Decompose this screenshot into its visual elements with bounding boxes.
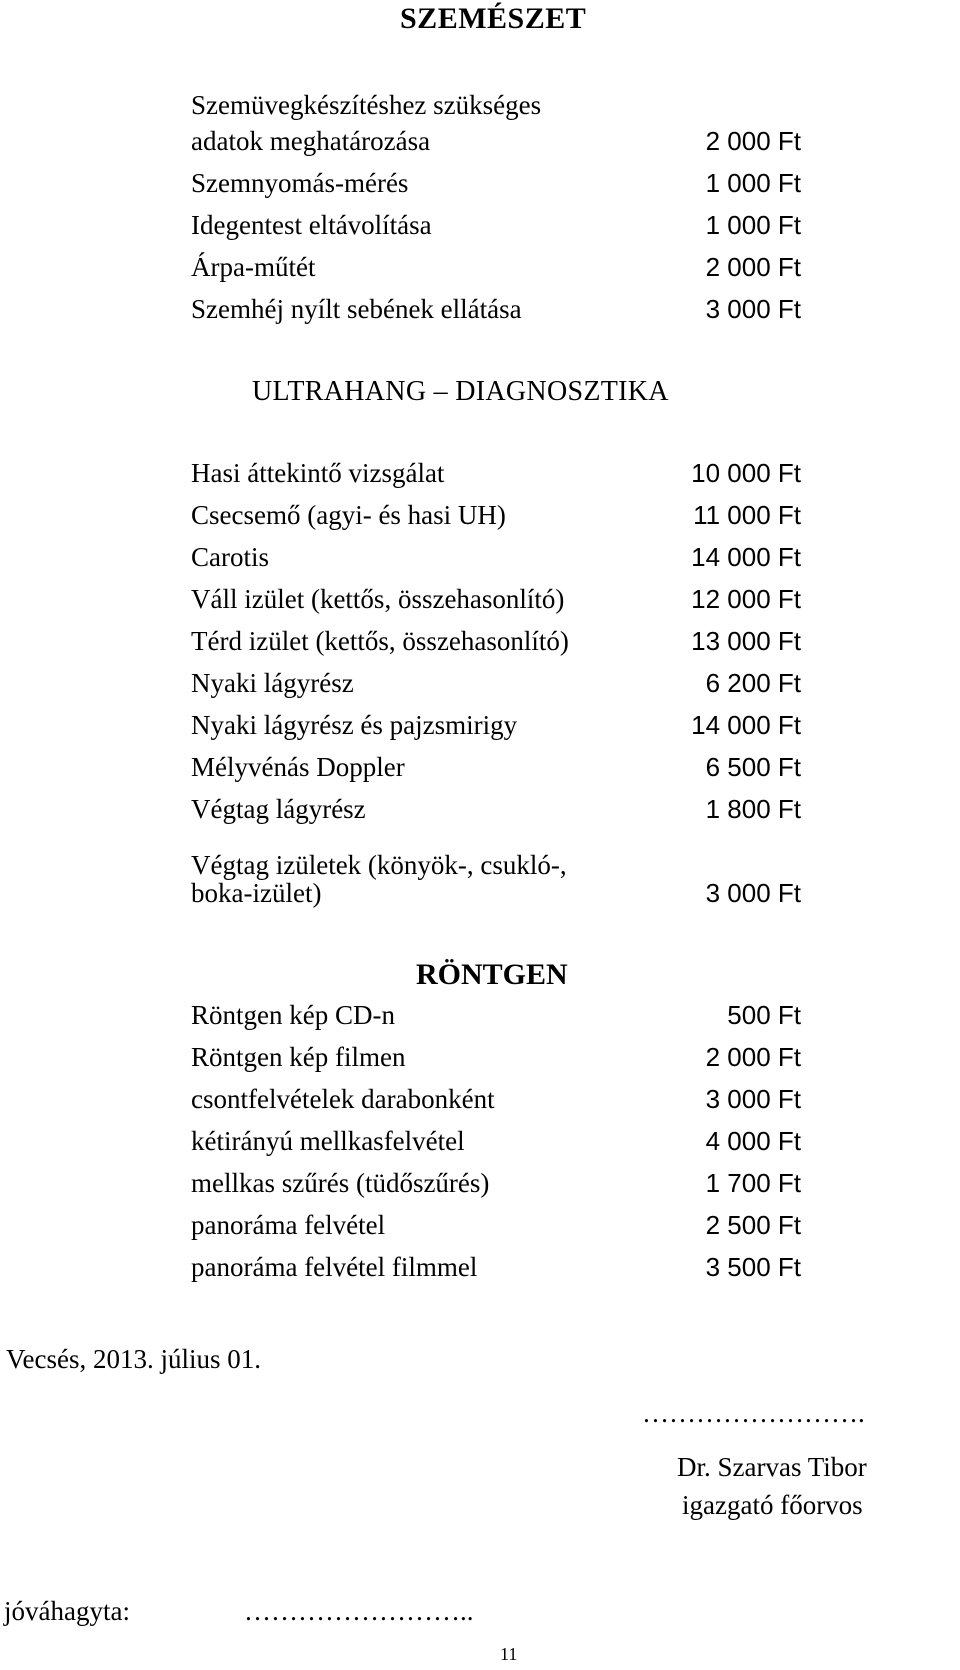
service-price: 14 000 Ft <box>691 542 801 572</box>
price-row <box>191 294 801 336</box>
signer-name: Dr. Szarvas Tibor <box>677 1452 867 1482</box>
service-label: panoráma felvétel filmmel <box>191 1252 478 1282</box>
service-price: 1 800 Ft <box>705 794 801 824</box>
price-row <box>191 878 801 920</box>
price-row <box>191 168 801 210</box>
service-price: 6 200 Ft <box>705 668 801 698</box>
price-row <box>191 1000 801 1042</box>
service-price: 10 000 Ft <box>691 458 801 488</box>
service-price: 3 500 Ft <box>705 1252 801 1282</box>
service-label: Hasi áttekintő vizsgálat <box>191 458 445 488</box>
service-label: Váll izület (kettős, összehasonlító) <box>191 584 565 614</box>
signature-dots: ……………………. <box>642 1398 865 1428</box>
price-row <box>191 1168 801 1210</box>
approved-dots: …………………….. <box>244 1596 474 1626</box>
service-price: 1 000 Ft <box>705 168 801 198</box>
service-label: panoráma felvétel <box>191 1210 386 1240</box>
price-row <box>191 1210 801 1252</box>
service-price: 11 000 Ft <box>693 500 801 530</box>
service-price: 12 000 Ft <box>691 584 801 614</box>
price-row <box>191 668 801 710</box>
price-row <box>191 1084 801 1126</box>
service-price: 13 000 Ft <box>691 626 801 656</box>
service-price: 6 500 Ft <box>705 752 801 782</box>
price-row <box>191 458 801 500</box>
service-label: Árpa-műtét <box>191 252 316 282</box>
service-label-line1: Végtag izületek (könyök-, csukló-, <box>191 850 567 880</box>
service-label: Szemhéj nyílt sebének ellátása <box>191 294 522 324</box>
service-label: Végtag lágyrész <box>191 794 366 824</box>
service-price: 3 000 Ft <box>705 878 801 908</box>
service-price: 2 000 Ft <box>705 1042 801 1072</box>
service-price: 2 500 Ft <box>705 1210 801 1240</box>
service-label: Térd izület (kettős, összehasonlító) <box>191 626 569 656</box>
service-price: 3 000 Ft <box>705 294 801 324</box>
price-row <box>191 126 801 168</box>
xray-heading: RÖNTGEN <box>416 958 568 991</box>
service-price: 500 Ft <box>727 1000 801 1030</box>
service-label: Idegentest eltávolítása <box>191 210 432 240</box>
service-label: Nyaki lágyrész és pajzsmirigy <box>191 710 518 740</box>
price-row <box>191 542 801 584</box>
price-row <box>191 584 801 626</box>
service-label: Nyaki lágyrész <box>191 668 354 698</box>
service-price: 2 000 Ft <box>705 252 801 282</box>
service-price: 3 000 Ft <box>705 1084 801 1114</box>
service-price: 1 700 Ft <box>705 1168 801 1198</box>
price-row <box>191 1042 801 1084</box>
service-label: Szemnyomás-mérés <box>191 168 409 198</box>
price-row <box>191 752 801 794</box>
price-row <box>191 710 801 752</box>
service-label: csontfelvételek darabonként <box>191 1084 495 1114</box>
price-row <box>191 500 801 542</box>
service-price: 1 000 Ft <box>705 210 801 240</box>
signer-title: igazgató főorvos <box>682 1490 863 1520</box>
service-label: kétirányú mellkasfelvétel <box>191 1126 465 1156</box>
service-label: Mélyvénás Doppler <box>191 752 405 782</box>
price-row <box>191 626 801 668</box>
service-price: 2 000 Ft <box>705 126 801 156</box>
approved-label: jóváhagyta: <box>4 1596 130 1626</box>
place-date: Vecsés, 2013. július 01. <box>6 1344 261 1374</box>
page-number: 11 <box>500 1644 518 1664</box>
service-label: mellkas szűrés (tüdőszűrés) <box>191 1168 490 1198</box>
service-label: Röntgen kép filmen <box>191 1042 406 1072</box>
service-label: adatok meghatározása <box>191 126 431 156</box>
service-label: Röntgen kép CD-n <box>191 1000 395 1030</box>
ultrasound-heading: ULTRAHANG – DIAGNOSZTIKA <box>252 376 669 407</box>
price-row <box>191 1252 801 1294</box>
price-row <box>191 210 801 252</box>
eye-first-label-line: Szemüvegkészítéshez szükséges <box>191 90 542 120</box>
price-row <box>191 794 801 836</box>
price-row <box>191 1126 801 1168</box>
service-label: Carotis <box>191 542 269 572</box>
service-label-line2: boka-izület) <box>191 878 322 908</box>
service-price: 14 000 Ft <box>691 710 801 740</box>
page-title: SZEMÉSZET <box>400 2 587 35</box>
service-label: Csecsemő (agyi- és hasi UH) <box>191 500 506 530</box>
service-price: 4 000 Ft <box>705 1126 801 1156</box>
price-row <box>191 252 801 294</box>
